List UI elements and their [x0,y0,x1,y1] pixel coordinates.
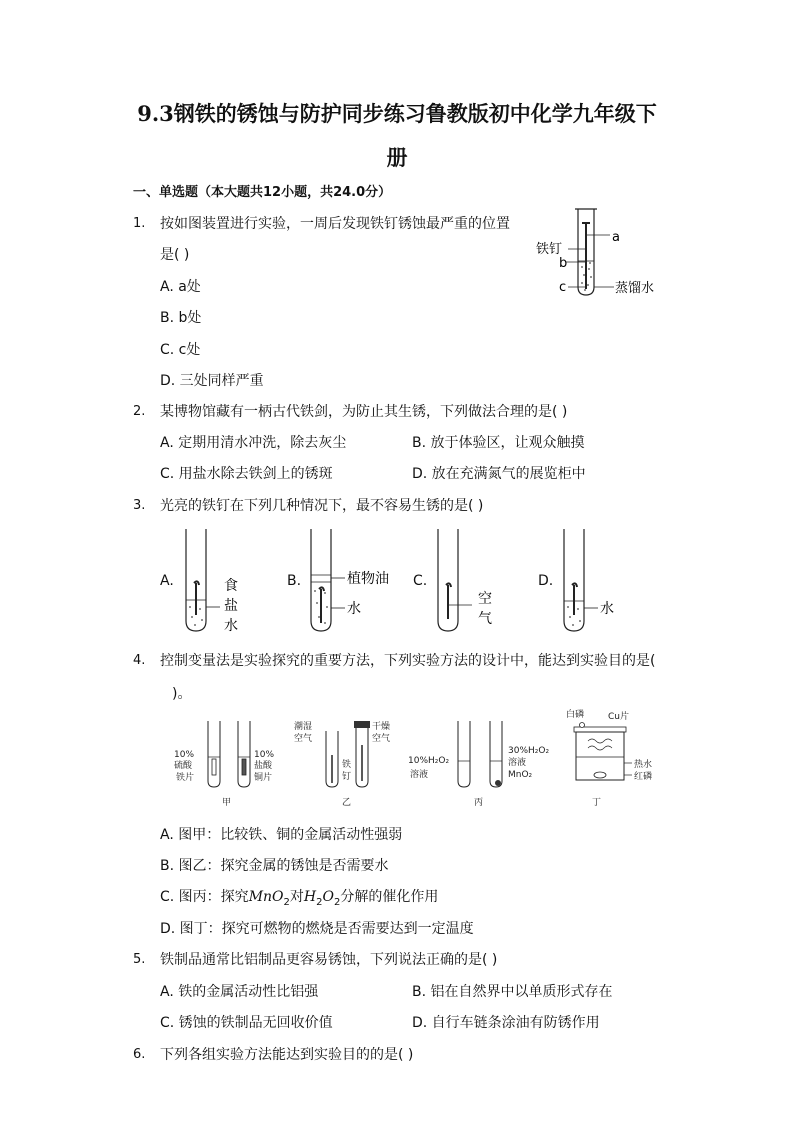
q1-number: 1. [133,216,146,231]
q1-label-a: a [612,230,620,245]
q3-c-label-1: 空 [478,591,492,607]
q4-option-c-mno2: MnO [248,889,284,905]
q3-figure-b [305,525,405,637]
q3-option-b[interactable]: B. [287,573,302,589]
q4-bing-r3: MnO₂ [508,770,533,780]
q3-option-a[interactable]: A. [160,573,174,589]
q4-jia-r2: 盐酸 [254,761,273,771]
q1-option-b[interactable]: B. b处 [160,310,202,326]
q1-label-b: b [559,256,568,271]
q5-option-d[interactable]: D. 自行车链条涂油有防锈作用 [412,1015,600,1031]
q3-a-label-2: 盐 [224,598,238,614]
q4-jia-caption: 甲 [222,798,232,808]
q4-stem: 控制变量法是实验探究的重要方法，下列实验方法的设计中，能达到实验目的是( [160,653,656,669]
q3-a-label-3: 水 [224,618,238,634]
q4-bing-l2: 溶液 [410,770,429,780]
q2-number: 2. [133,404,146,419]
q1-label-nail: 铁钉 [536,242,563,257]
q4-jia-r1: 10% [254,750,275,760]
q4-jia-r3: 铜片 [254,773,273,783]
q4-yi-nail2: 钉 [342,772,352,782]
page-title-cont: 册 [386,145,408,170]
q3-number: 3. [133,498,146,513]
q4-stem-cont: )。 [172,686,192,702]
q4-option-c-o: O [322,889,334,905]
q4-option-c-sub: 2 [283,896,290,908]
q5-option-b[interactable]: B. 铝在自然界中以单质形式存在 [412,984,613,1000]
q4-option-c-sub-o: 2 [333,896,341,908]
section-heading: 一、单选题（本大题共12小题，共24.0分） [133,185,392,200]
q3-option-c[interactable]: C. [413,573,428,589]
q4-option-d[interactable]: D. 图丁：探究可燃物的燃烧是否需要达到一定温度 [160,921,474,937]
q4-jia-l2: 硫酸 [174,761,193,771]
q4-option-c-dui: 对 [289,889,304,905]
q3-c-label-2: 气 [478,611,492,627]
q4-option-b[interactable]: B. 图乙：探究金属的锈蚀是否需要水 [160,858,389,874]
q4-bing-r1: 30%H₂O₂ [508,746,550,756]
q4-bing-r2: 溶液 [508,758,527,768]
q4-yi-l1: 潮湿 [294,722,313,732]
q3-stem: 光亮的铁钉在下列几种情况下，最不容易生锈的是( ) [160,498,484,514]
q4-option-c[interactable] [160,886,438,908]
q4-ding-hot: 热水 [634,760,653,770]
q1-label-water: 蒸馏水 [615,281,655,296]
q1-option-a[interactable]: A. a处 [160,279,201,295]
q3-figure-a [180,525,250,637]
q4-experiment-figure [160,705,660,815]
q4-ding-caption: 丁 [592,798,602,808]
q5-number: 5. [133,952,146,967]
q1-stem: 按如图装置进行实验，一周后发现铁钉锈蚀最严重的位置 [160,216,510,232]
page-title: 9.3钢铁的锈蚀与防护同步练习鲁教版初中化学九年级下 [137,101,657,126]
q3-figure-c [432,525,502,637]
q4-yi-l2: 空气 [294,734,313,744]
q4-ding-red: 红磷 [634,772,653,782]
q1-option-c[interactable]: C. c处 [160,342,201,358]
q1-stem-cont: 是( ) [160,247,190,263]
q6-stem: 下列各组实验方法能达到实验目的的是( ) [160,1047,414,1063]
q2-option-d[interactable]: D. 放在充满氮气的展览柜中 [412,466,586,482]
q4-jia-l1: 10% [174,750,195,760]
q4-option-c-h: H [303,889,317,905]
q1-option-d[interactable]: D. 三处同样严重 [160,373,264,389]
q4-jia-l3: 铁片 [176,773,195,783]
q4-ding-white: 白磷 [566,710,585,720]
q3-b-oil-label: 植物油 [347,571,389,587]
q5-option-a[interactable]: A. 铁的金属活动性比铝强 [160,984,319,1000]
q3-b-water-label: 水 [347,601,361,617]
q4-yi-nail: 铁 [342,760,352,770]
q1-label-c: c [559,280,567,295]
q4-option-c-sub-h: 2 [316,896,323,908]
q4-ding-cu: Cu片 [608,712,629,722]
q5-stem: 铁制品通常比铝制品更容易锈蚀，下列说法正确的是( ) [160,952,498,968]
q4-bing-l1: 10%H₂O₂ [408,756,450,766]
q6-number: 6. [133,1047,146,1062]
q4-bing-caption: 丙 [474,798,484,808]
q2-stem: 某博物馆藏有一柄古代铁剑，为防止其生锈，下列做法合理的是( ) [160,404,568,420]
q5-option-c[interactable]: C. 锈蚀的铁制品无回收价值 [160,1015,333,1031]
q3-a-label-1: 食 [224,578,238,594]
q2-option-a[interactable]: A. 定期用清水冲洗，除去灰尘 [160,435,347,451]
q3-d-water-label: 水 [600,601,614,617]
q2-option-b[interactable]: B. 放于体验区，让观众触摸 [412,435,585,451]
q4-option-c-tail: 分解的催化作用 [340,889,439,905]
q1-test-tube-figure [530,205,670,300]
q2-option-c[interactable]: C. 用盐水除去铁剑上的锈斑 [160,466,333,482]
q3-option-d[interactable]: D. [538,573,554,589]
q4-option-c-text: C. 图丙：探究 [160,889,249,905]
q4-yi-r2: 空气 [372,734,391,744]
q4-yi-caption: 乙 [342,798,352,808]
q4-yi-r1: 干燥 [372,722,391,732]
q4-option-a[interactable]: A. 图甲：比较铁、铜的金属活动性强弱 [160,827,403,843]
q4-number: 4. [133,653,146,668]
q3-figure-d [558,525,628,637]
